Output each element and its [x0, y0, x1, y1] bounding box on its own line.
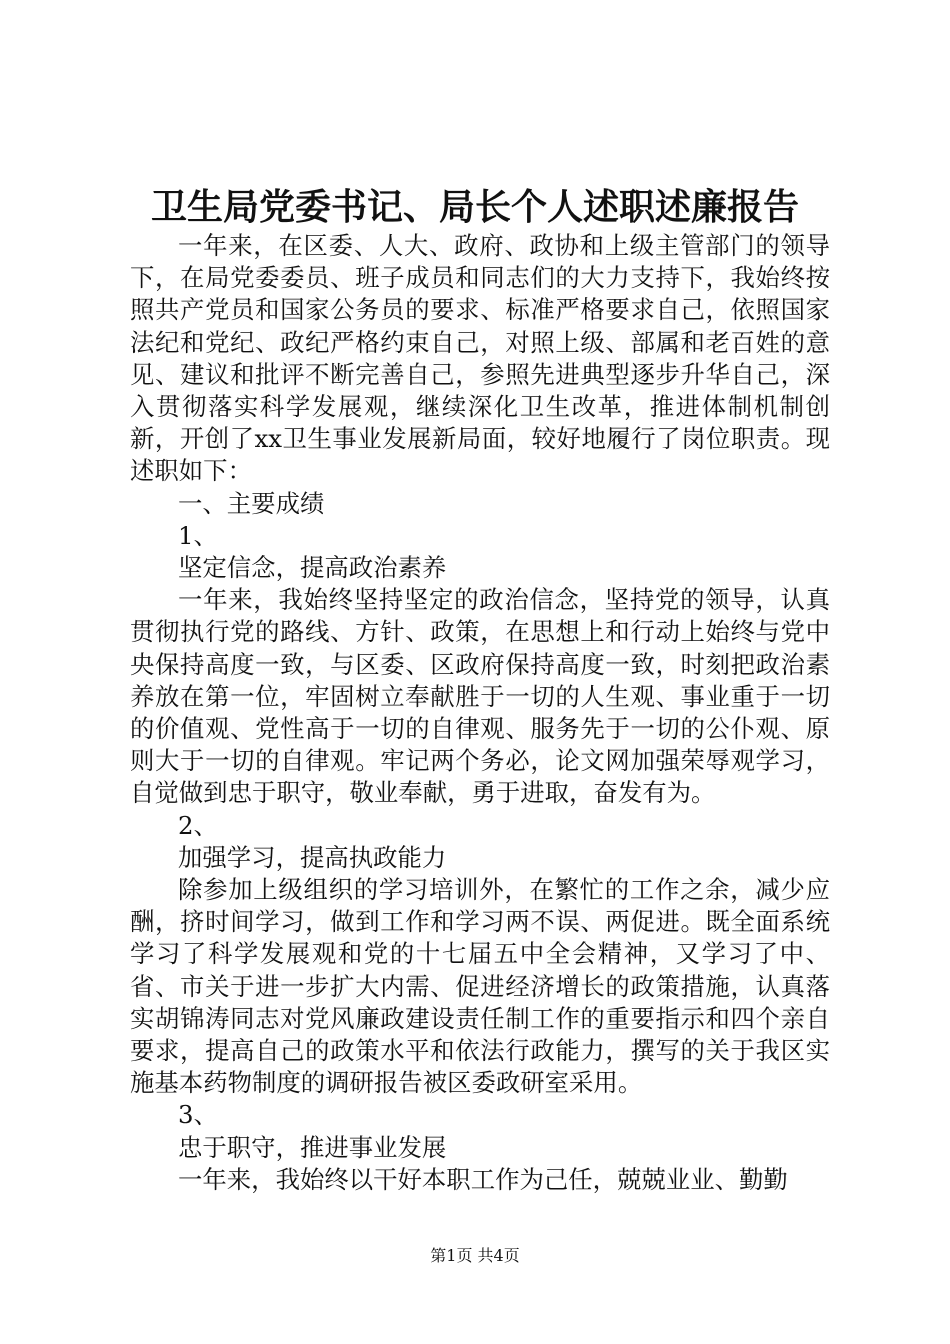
document-title: 卫生局党委书记、局长个人述职述廉报告 — [150, 186, 799, 228]
item3-paragraph: 一年来，我始终以干好本职工作为己任，兢兢业业、勤勤 — [178, 1164, 788, 1194]
item1-paragraph: 一年来，我始终坚持坚定的政治信念，坚持党的领导，认真贯彻执行党的路线、方针、政策，在思想上和行动上始终与党中央保持高度一致，与区委、区政府保持高度一致，时刻把政治素养放在第一位，牢固树立奉献胜于一切的人生观、事业重于一切的价值观、党性高于一切的自律观、服务先于一切的公仆观、原则大于一切的自律观。牢记两个务必，论文网加强荣辱观学习，自觉做到忠于职守，敬业奉献，勇于进取，奋发有为。 — [130, 585, 830, 808]
item2-number: 2、 — [178, 810, 218, 840]
item1-number: 1、 — [178, 520, 218, 550]
item2-paragraph: 除参加上级组织的学习培训外，在繁忙的工作之余，减少应酬，挤时间学习，做到工作和学习两不误、两促进。既全面系统学习了科学发展观和党的十七届五中全会精神，又学习了中、省、市关于进一步扩大内需、促进经济增长的政策措施，认真落实胡锦涛同志对党风廉政建设责任制工作的重要指示和四个亲自要求，提高自己的政策水平和依法行政能力，撰写的关于我区实施基本药物制度的调研报告被区委政研室采用。 — [130, 875, 830, 1098]
item1-heading: 坚定信念，提高政治素养 — [178, 553, 447, 583]
section-heading: 一、主要成绩 — [178, 488, 325, 518]
item2-heading: 加强学习，提高执政能力 — [178, 842, 447, 872]
document-body — [130, 230, 830, 1196]
intro-paragraph: 一年来，在区委、人大、政府、政协和上级主管部门的领导下，在局党委委员、班子成员和同志们的大力支持下，我始终按照共产党员和国家公务员的要求、标准严格要求自己，依照国家法纪和党纪、政纪严格约束自己，对照上级、部属和老百姓的意见、建议和批评不断完善自己，参照先进典型逐步升华自己，深入贯彻落实科学发展观，继续深化卫生改革，推进体制机制创新，开创了xx卫生事业发展新局面，较好地履行了岗位职责。现述职如下： — [130, 231, 830, 486]
page-number-footer: 第1页 共4页 — [430, 1246, 520, 1265]
item3-heading: 忠于职守，推进事业发展 — [178, 1132, 447, 1162]
item3-number: 3、 — [178, 1100, 218, 1130]
